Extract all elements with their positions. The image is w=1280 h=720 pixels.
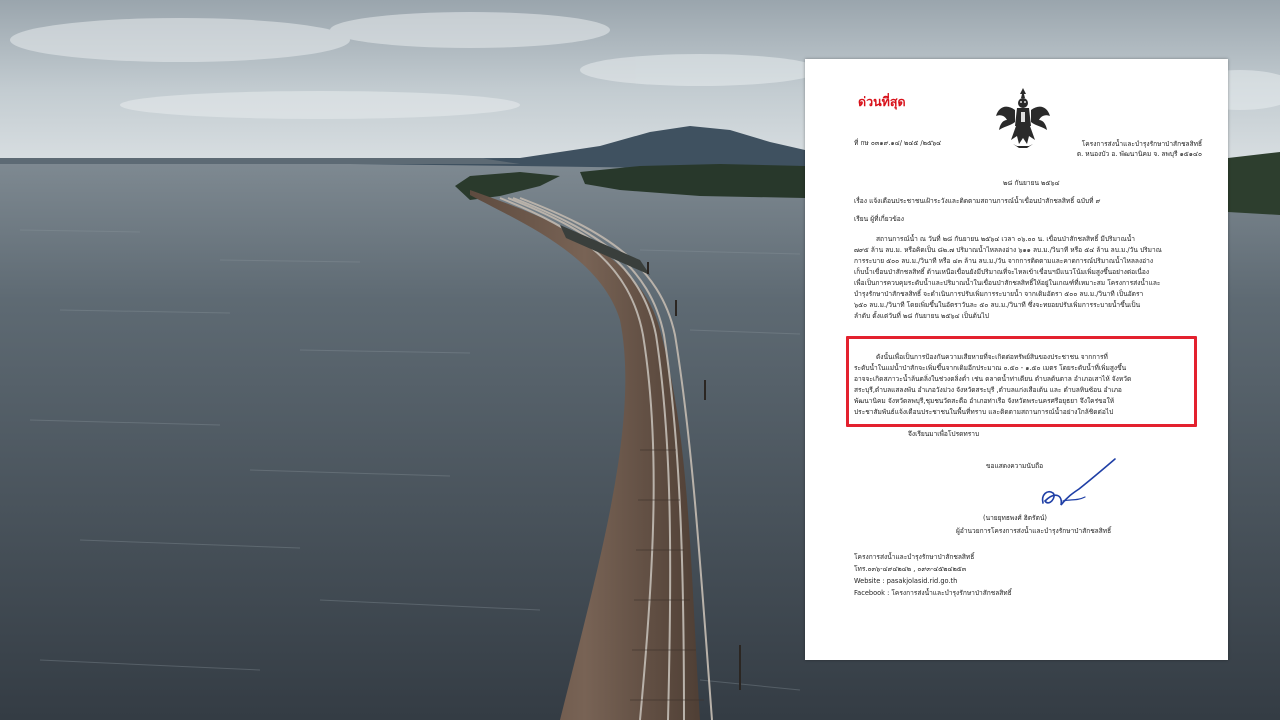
signer-position: ผู้อำนวยการโครงการส่งน้ำและบำรุงรักษาป่าสักชลสิทธิ์ (956, 527, 1112, 535)
paragraph-line: การระบาย ๕๐๐ ลบ.ม./วินาที หรือ ๔๓ ล้าน ลบ.ม./วัน จากการติดตามและคาดการณ์ปริมาณน้ำไหลลงอ่าง (854, 257, 1154, 265)
paragraph-line: สถานการณ์น้ำ ณ วันที่ ๒๘ กันยายน ๒๕๖๔ เวลา ๐๖.๐๐ น. เขื่อนป่าสักชลสิทธิ์ มีปริมาณน้ำ (876, 235, 1135, 243)
document-subject: เรื่อง แจ้งเตือนประชาชนเฝ้าระวังและติดตามสถานการณ์น้ำเขื่อนป่าสักชลสิทธิ์ ฉบับที่ ๙ (854, 197, 1101, 205)
body-paragraph-2 (854, 352, 1193, 418)
paragraph-line: เพื่อเป็นการควบคุมระดับน้ำและปริมาณน้ำในเขื่อนป่าสักชลสิทธิ์ให้อยู่ในเกณฑ์ที่เหมาะสม โครงการส่งน้ำและ (854, 279, 1161, 287)
regards-line: ขอแสดงความนับถือ (986, 462, 1044, 470)
document-date: ๒๘ กันยายน ๒๕๖๔ (1003, 179, 1060, 187)
document-number: ที่ กษ ๐๓๑๙.๑๔/ ๒๔๕ /๒๕๖๔ (854, 139, 942, 147)
closing-line: จึงเรียนมาเพื่อโปรดทราบ (908, 430, 980, 438)
contact-org: โครงการส่งน้ำและบำรุงรักษาป่าสักชลสิทธิ์ (854, 553, 975, 561)
body-paragraph-1 (854, 234, 1193, 322)
handwritten-signature (1033, 451, 1117, 517)
paragraph-line: สระบุรี,ตำบลแสลงพัน อำเภอวังม่วง จังหวัดสระบุรี ,ตำบลแก่งเสือเต้น และ ตำบลหินซ้อน อำเภอ (854, 386, 1122, 394)
paragraph-line: ลำดับ ตั้งแต่วันที่ ๒๘ กันยายน ๒๕๖๔ เป็นต้นไป (854, 312, 989, 320)
paragraph-line: ระดับน้ำในแม่น้ำป่าสักจะเพิ่มขึ้นจากเดิมอีกประมาณ ๐.๕๐ - ๑.๕๐ เมตร โดยระดับน้ำที่เพิ่มสูงขึ้น (854, 364, 1127, 372)
paragraph-line: อาจจะเกิดสภาวะน้ำล้นตลิ่งในช่วงตลิ่งต่ำ เช่น ตลาดน้ำท่าเตียน ตำบลต้นตาล อำเภอเสาไห้ จังหวัด (854, 375, 1132, 383)
sender-org: โครงการส่งน้ำและบำรุงรักษาป่าสักชลสิทธิ์ (1081, 140, 1202, 148)
paragraph-line: เก็บน้ำเขื่อนป่าสักชลสิทธิ์ ด้านเหนือเขื่อนยังมีปริมาณที่จะไหลเข้าเขื่อนฯมีแนวโน้มเพิ่มสูงขึ้นอย่างต่อเนื่อง (854, 268, 1150, 276)
paragraph-line: ๗๙๕ ล้าน ลบ.ม. หรือคิดเป็น ๘๒.๗ ปริมาณน้ำไหลลงอ่าง ๖๑๑ ลบ.ม./วินาที หรือ ๕๔ ล้าน ลบ.ม./วัน ปริมาณ (854, 246, 1162, 254)
contact-website: Website : pasakjolasid.rid.go.th (854, 577, 958, 585)
paragraph-line: ประชาสัมพันธ์แจ้งเตือนประชาชนในพื้นที่ทราบ และติดตามสถานการณ์น้ำอย่างใกล้ชิดต่อไป (854, 408, 1114, 416)
paragraph-line: ดังนั้นเพื่อเป็นการป้องกันความเสียหายที่จะเกิดต่อทรัพย์สินของประชาชน จากการที่ (876, 353, 1108, 361)
signer-name: (นายยุทธพงศ์ ฮิตรัตน์) (983, 514, 1047, 522)
garuda-emblem-icon (995, 86, 1051, 150)
urgent-label: ด่วนที่สุด (858, 94, 906, 109)
sender-block (1077, 139, 1202, 159)
sender-address: ต. หนองบัว อ. พัฒนานิคม จ. ลพบุรี ๑๕๑๔๐ (1076, 150, 1202, 158)
paragraph-line: ๖๕๐ ลบ.ม./วินาที โดยเพิ่มขึ้นในอัตราวันละ ๕๐ ลบ.ม./วินาที ซึ่งจะทยอยปรับเพิ่มการระบายน้ำขึ้นเป็น (854, 301, 1141, 309)
document-recipient: เรียน ผู้ที่เกี่ยวข้อง (854, 215, 904, 223)
paragraph-line: พัฒนานิคม จังหวัดลพบุรี,ชุมชนวัดสะตือ อำเภอท่าเรือ จังหวัดพระนครศรีอยุธยา จึงใคร่ขอให้ (854, 397, 1115, 405)
contact-facebook: Facebook : โครงการส่งน้ำและบำรุงรักษาป่าสักชลสิทธิ์ (854, 589, 1012, 597)
paragraph-line: บำรุงรักษาป่าสักชลสิทธิ์ จะดำเนินการปรับเพิ่มการระบายน้ำ จากเดิมอัตรา ๕๐๐ ลบ.ม./วินาที เป็นอัตรา (854, 290, 1144, 298)
contact-phone: โทร.๐๓๖-๔๙๔๒๔๒ , ๐๙๓-๔๕๒๔๒๕๓ (854, 565, 967, 573)
contact-block (854, 551, 1012, 599)
official-letter (805, 59, 1228, 660)
